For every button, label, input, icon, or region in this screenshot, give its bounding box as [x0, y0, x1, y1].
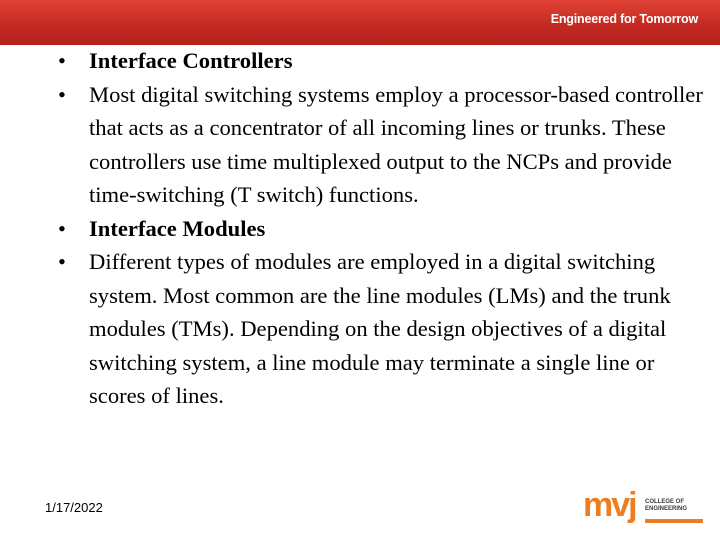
bullet-icon: • — [58, 81, 66, 107]
bullet-text: Different types of modules are employed in a digital switching system. Most common are the line modules (LMs) and the trunk modules (TMs). Depending on the design objectives of a digital switching system, a line module may terminate a single line or scores of lines. — [89, 249, 671, 408]
college-logo — [583, 486, 708, 530]
bullet-item-interface-modules — [56, 212, 706, 246]
bullet-item-modules-description — [56, 245, 706, 413]
bullet-item-interface-controllers — [56, 44, 706, 78]
bullet-text: Interface Modules — [89, 215, 266, 241]
bullet-text: Most digital switching systems employ a processor-based controller that acts as a concentrator of all incoming lines or trunks. These controllers use time multiplexed output to the NCPs and provide time-switching (T switch) functions. — [89, 81, 703, 207]
bullet-text: Interface Controllers — [89, 48, 293, 73]
logo-strip — [645, 519, 703, 523]
logo-mark: mvj — [583, 486, 636, 524]
slide-date: 1/17/2022 — [45, 500, 103, 515]
bullet-icon: • — [58, 215, 66, 241]
bullet-icon: • — [58, 249, 66, 274]
header-bar — [0, 0, 720, 45]
bullet-item-controllers-description — [56, 78, 706, 212]
logo-caption: COLLEGE OF ENGINEERING — [645, 499, 688, 512]
slide-bullet-list — [56, 44, 706, 413]
bullet-icon: • — [58, 48, 66, 73]
header-tagline: Engineered for Tomorrow — [550, 12, 698, 26]
